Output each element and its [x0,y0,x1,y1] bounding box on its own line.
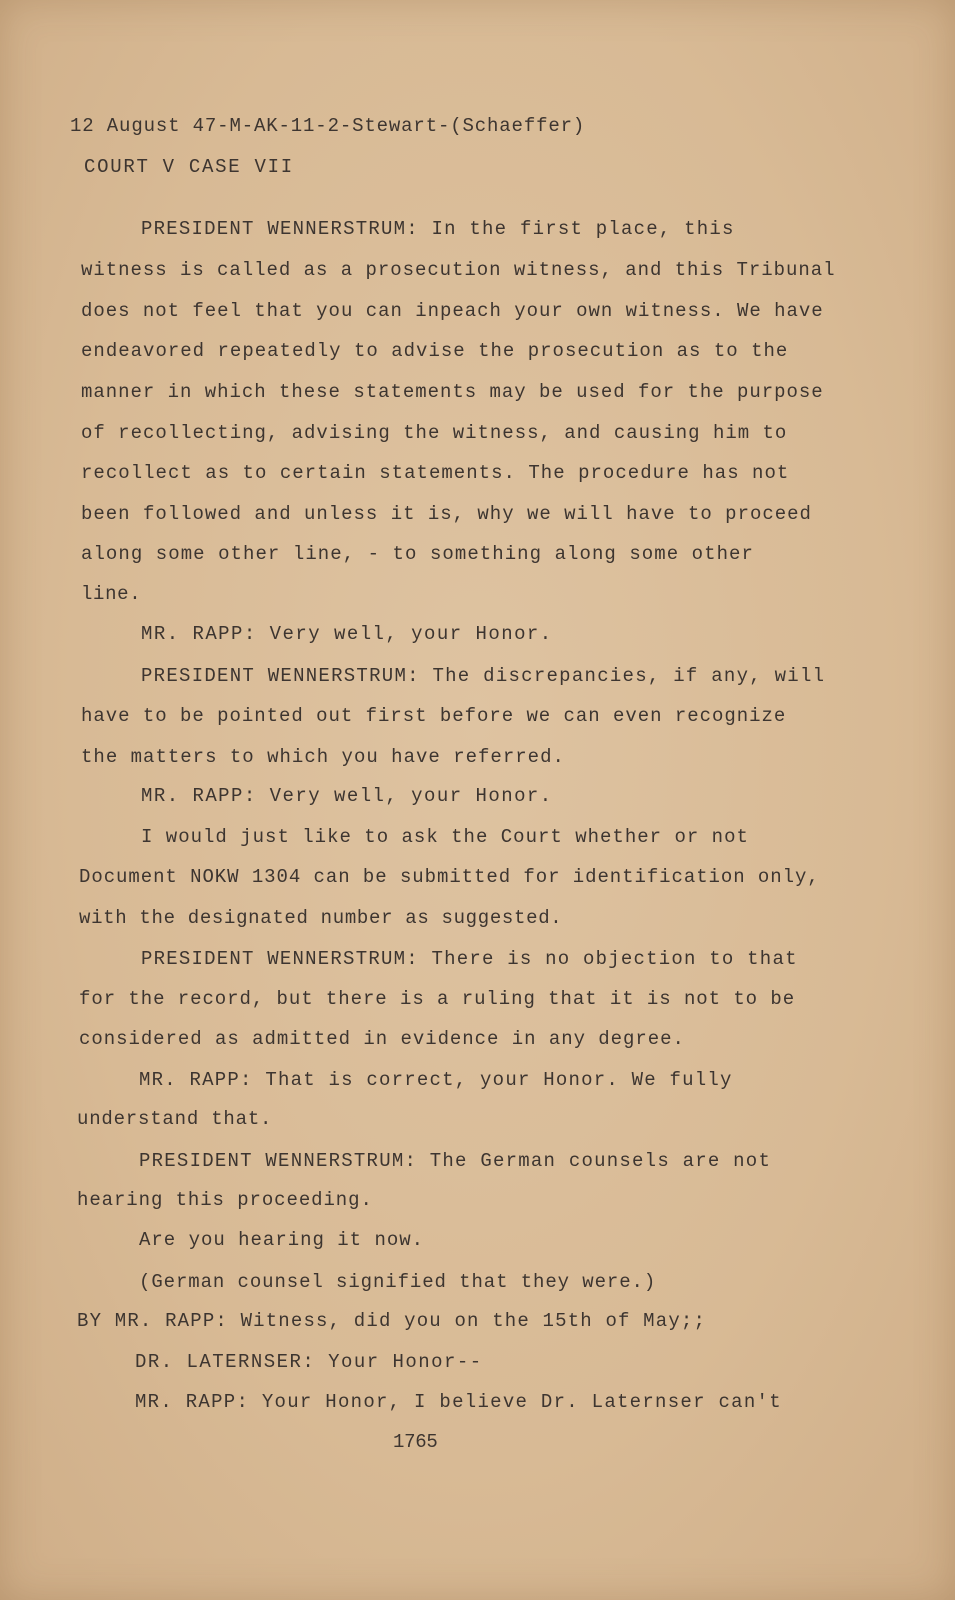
header-line: 12 August 47-M-AK-11-2-Stewart-(Schaeffer) [70,115,586,137]
transcript-line: MR. RAPP: Very well, your Honor. [141,623,553,645]
transcript-line: PRESIDENT WENNERSTRUM: In the first place, this [141,218,735,240]
transcript-line: does not feel that you can inpeach your own witness. We have [81,300,824,322]
transcript-line: PRESIDENT WENNERSTRUM: The German counsels are not [139,1150,772,1172]
page-number: 1765 [393,1431,438,1453]
transcript-line: MR. RAPP: Very well, your Honor. [141,785,553,807]
transcript-line: BY MR. RAPP: Witness, did you on the 15th of May;; [77,1310,707,1332]
transcript-line: recollect as to certain statements. The procedure has not [81,462,790,484]
transcript-line: MR. RAPP: Your Honor, I believe Dr. Laternser can't [135,1391,782,1413]
transcript-line: for the record, but there is a ruling that it is not to be [79,988,796,1010]
transcript-line: Are you hearing it now. [139,1229,425,1251]
transcript-line: have to be pointed out first before we can even recognize [81,705,787,727]
transcript-line: MR. RAPP: That is correct, your Honor. We fully [139,1069,733,1091]
transcript-line: considered as admitted in evidence in any degree. [79,1028,685,1050]
transcript-line: the matters to which you have referred. [81,746,565,768]
transcript-line: along some other line, - to something along some other [81,543,754,565]
transcript-line: with the designated number as suggested. [79,907,563,929]
transcript-line: PRESIDENT WENNERSTRUM: The discrepancies, if any, will [141,665,826,687]
transcript-line: been followed and unless it is, why we will have to proceed [81,503,812,525]
transcript-line: I would just like to ask the Court whether or not [141,826,749,848]
transcript-line: understand that. [77,1108,273,1130]
transcript-line: endeavored repeatedly to advise the prosecution as to the [81,340,789,362]
transcript-line: PRESIDENT WENNERSTRUM: There is no objection to that [141,948,798,970]
transcript-line: (German counsel signified that they were.) [139,1271,657,1293]
transcript-line: manner in which these statements may be used for the purpose [81,381,824,403]
transcript-line: hearing this proceeding. [77,1189,373,1211]
transcript-line: of recollecting, advising the witness, and causing him to [81,422,788,444]
transcript-line: Document NOKW 1304 can be submitted for identification only, [79,866,820,888]
transcript-line: line. [81,583,142,605]
transcript-line: DR. LATERNSER: Your Honor-- [135,1351,483,1373]
court-case-line: COURT V CASE VII [84,156,294,178]
transcript-line: witness is called as a prosecution witness, and this Tribunal [81,259,836,281]
